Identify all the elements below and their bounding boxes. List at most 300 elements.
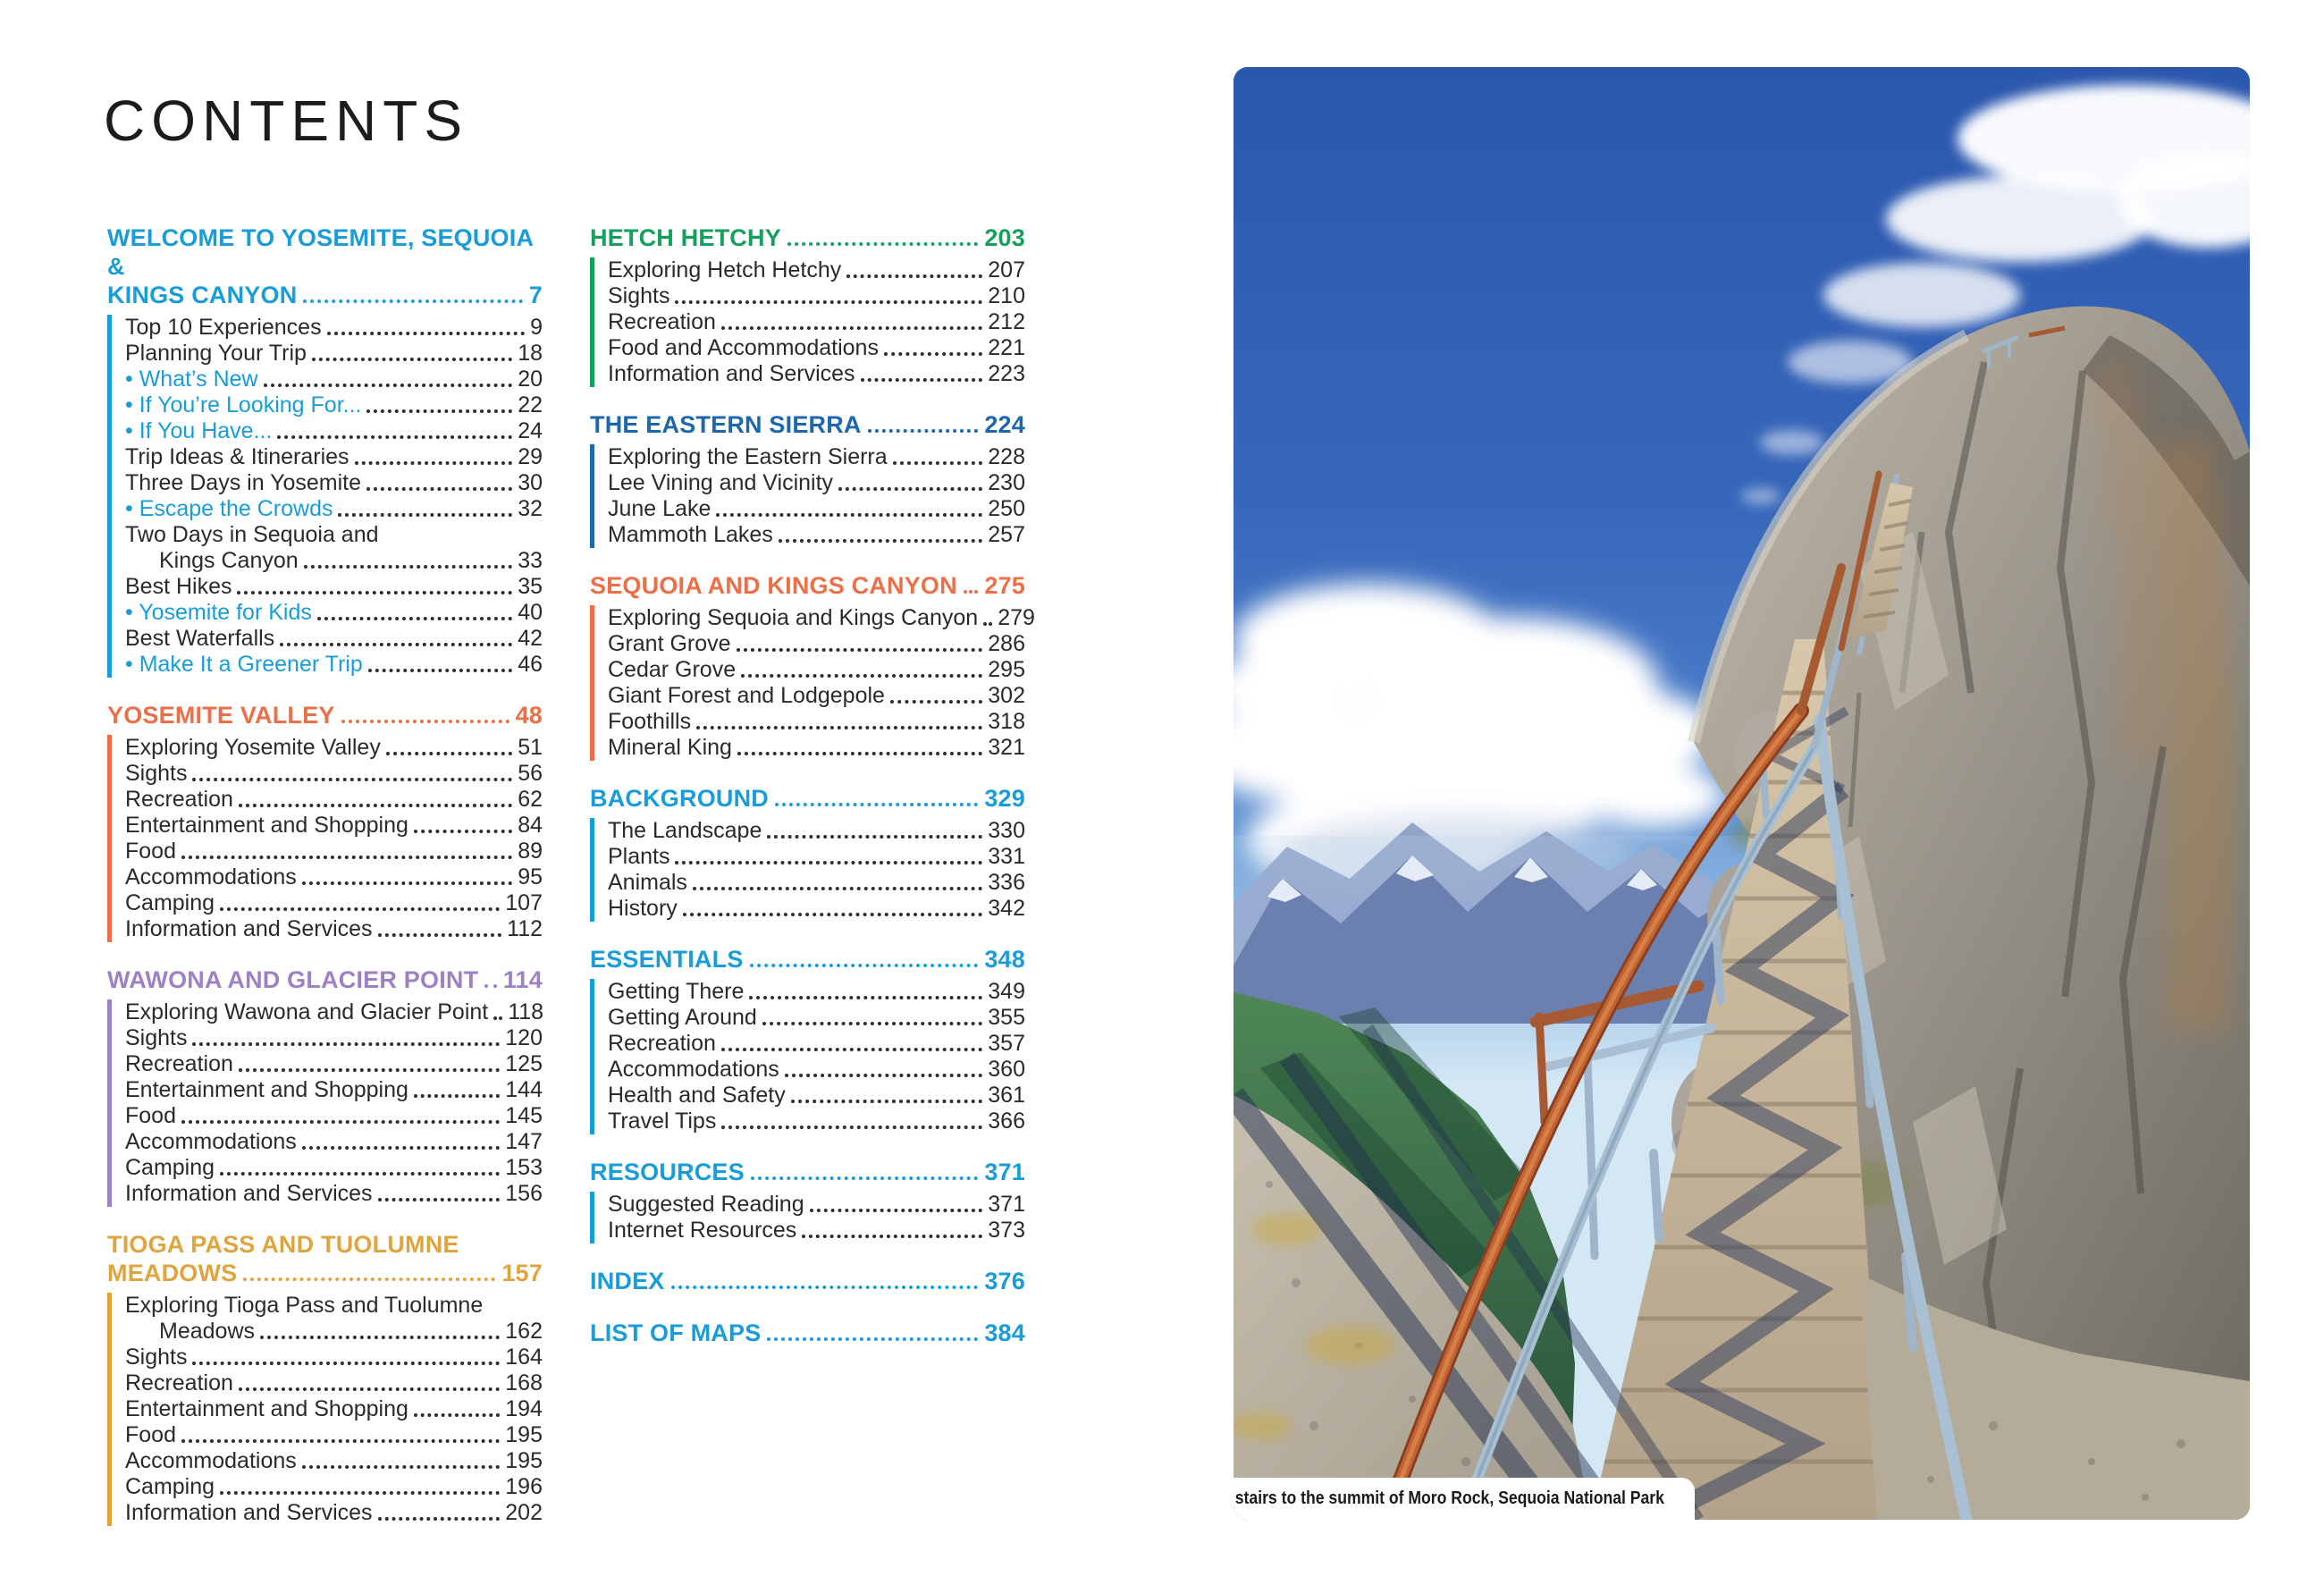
entry-label: Entertainment and Shopping [125,1077,408,1102]
entry-page-number: 164 [505,1345,543,1370]
entry-label: Planning Your Trip [125,341,307,366]
toc-entry [608,1083,1025,1109]
toc-entry [125,652,543,678]
entry-page-number: 321 [988,735,1025,760]
toc-entry [125,1051,543,1077]
entry-label: Sights [608,283,670,308]
entry-page-number: 51 [518,735,543,760]
entry-label: Accommodations [125,864,297,889]
section-heading [590,784,1025,813]
dotted-leader [716,513,982,517]
entry-page-number: 18 [518,341,543,366]
dotted-leader [317,617,512,620]
photo-caption-box [1234,1478,1695,1520]
dotted-leader [493,1016,502,1020]
entry-page-number: 195 [505,1448,543,1473]
toc-section [107,1230,543,1526]
toc-entry [608,444,1025,470]
section-title-row [590,945,1025,974]
entry-label: Plants [608,844,670,869]
entry-page-number: 331 [988,844,1025,869]
toc-entry [608,631,1025,657]
toc-entry [125,761,543,787]
entry-label: • If You Have... [125,418,273,443]
dotted-leader [192,1362,500,1365]
toc-entry [125,787,543,813]
toc-entry [125,1293,543,1319]
toc-entry [125,864,543,890]
entry-page-number: 221 [988,335,1025,360]
entry-label: Best Waterfalls [125,626,275,651]
dotted-leader [220,1491,500,1495]
dotted-leader [220,1172,500,1176]
dotted-leader [312,358,512,361]
dotted-leader [280,643,512,646]
entry-page-number: 342 [988,896,1025,921]
entry-label: Recreation [125,787,233,812]
entry-page-number: 107 [505,890,543,915]
entry-page-number: 355 [988,1005,1025,1030]
section-page-number: 48 [515,702,543,729]
section-page-number: 114 [502,966,543,993]
section-title-row [590,571,1025,600]
dotted-leader [868,429,979,433]
dotted-leader [749,996,982,999]
dotted-leader [721,1048,982,1051]
section-title-row [107,701,543,729]
entry-label: Two Days in Sequoia and [125,522,379,547]
section-title-row [590,784,1025,813]
entry-page-number: 125 [505,1051,543,1076]
entry-label: Three Days in Yosemite [125,470,362,495]
entry-label: • Escape the Crowds [125,496,333,521]
dotted-leader [741,674,982,678]
entry-label: Health and Safety [608,1083,786,1108]
toc-entry [608,1109,1025,1134]
toc-section [590,1267,1025,1295]
entry-label: • Make It a Greener Trip [125,652,363,677]
entry-page-number: 230 [988,470,1025,495]
entry-page-number: 318 [988,709,1025,734]
entry-label: Foothills [608,709,692,734]
dotted-leader [721,1126,982,1129]
toc-entry [125,1422,543,1448]
entry-page-number: 336 [988,870,1025,895]
toc-entry [125,1370,543,1396]
dotted-leader [737,752,982,755]
entry-label: Grant Grove [608,631,731,656]
toc-entry [125,735,543,761]
toc-entry [125,444,543,470]
dotted-leader [767,1337,978,1341]
entry-page-number: 228 [988,444,1025,469]
section-page-number: 376 [984,1268,1025,1294]
entry-page-number: 120 [505,1025,543,1050]
dotted-leader [750,964,979,967]
section-items [590,979,1025,1134]
entry-label: Cedar Grove [608,657,737,682]
entry-page-number: 373 [988,1218,1025,1243]
dotted-leader [779,539,982,543]
section-heading [590,223,1025,252]
entry-page-number: 156 [505,1181,543,1206]
dotted-leader [192,1042,500,1046]
entry-label: Trip Ideas & Itineraries [125,444,349,469]
entry-page-number: 56 [518,761,543,786]
entry-page-number: 250 [988,496,1025,521]
dotted-leader [890,700,982,704]
toc-entry [608,735,1025,761]
entry-label: Information and Services [125,916,373,941]
entry-page-number: 89 [518,839,543,864]
dotted-leader [237,591,512,594]
dotted-leader [302,1465,501,1469]
entry-page-number: 257 [988,522,1025,547]
entry-label: Entertainment and Shopping [125,813,408,838]
section-title-line1: TIOGA PASS AND TUOLUMNE [107,1231,459,1258]
toc-section [590,571,1035,761]
toc-entry [125,341,543,367]
section-heading [107,701,543,729]
toc-entry [608,309,1025,335]
section-title: RESOURCES [590,1159,745,1185]
entry-page-number: 118 [508,999,544,1024]
section-title-row [590,1267,1025,1295]
section-title: YOSEMITE VALLEY [107,702,335,729]
entry-label: Food [125,1422,176,1447]
dotted-leader [484,984,497,988]
section-heading [590,1267,1025,1295]
entry-page-number: 42 [518,626,543,651]
section-title: LIST OF MAPS [590,1319,762,1346]
toc-entry [608,818,1025,844]
entry-label: Camping [125,1474,215,1499]
section-page-number: 275 [984,572,1025,599]
dotted-leader [239,804,512,807]
section-title-row [590,1319,1025,1347]
entry-page-number: 357 [988,1031,1025,1056]
entry-label: Best Hikes [125,574,232,599]
entry-label: Exploring Sequoia and Kings Canyon [608,605,979,630]
toc-section [590,1158,1025,1244]
entry-page-number: 24 [518,418,543,443]
dotted-leader [675,300,982,304]
entry-label: Exploring Wawona and Glacier Point [125,999,489,1024]
entry-label: Accommodations [125,1448,297,1473]
entry-page-number: 29 [518,444,543,469]
dotted-leader [861,378,983,382]
entry-label: Food and Accommodations [608,335,879,360]
entry-page-number: 168 [505,1370,543,1395]
section-title-row [107,965,543,994]
entry-label: Kings Canyon [159,548,299,573]
toc-entry [608,361,1025,387]
entry-label: Animals [608,870,687,895]
toc-entry [608,496,1025,522]
page-title: CONTENTS [104,89,468,153]
entry-label: Exploring the Eastern Sierra [608,444,888,469]
dotted-leader [239,1387,500,1391]
entry-page-number: 153 [505,1155,543,1180]
dotted-leader [341,720,509,723]
toc-entry [608,683,1025,709]
entry-page-number: 35 [518,574,543,599]
entry-label: Exploring Hetch Hetchy [608,257,842,282]
section-title-row [107,281,543,309]
toc-entry [125,392,543,418]
photo-moro-rock [1234,67,2250,1520]
entry-page-number: 32 [518,496,543,521]
toc-section [107,701,543,942]
section-title: ESSENTIALS [590,946,744,973]
toc-entry [125,839,543,864]
toc-section [590,1319,1025,1347]
section-page-number: 371 [984,1159,1025,1185]
section-items [590,257,1025,387]
entry-label: Information and Services [125,1181,373,1206]
section-heading [107,965,543,994]
toc-entry [125,1319,543,1345]
toc-entry [608,605,1035,631]
entry-page-number: 286 [988,631,1025,656]
section-heading [590,1319,1025,1347]
toc-section [590,223,1025,387]
entry-label: Lee Vining and Vicinity [608,470,834,495]
entry-label: Information and Services [608,361,855,386]
section-title-row [590,410,1025,439]
dotted-leader [810,1209,983,1212]
dotted-leader [721,326,982,330]
entry-label: The Landscape [608,818,762,843]
entry-page-number: 145 [505,1103,543,1128]
toc-entry [608,522,1025,548]
toc-entry [125,1103,543,1129]
section-title: KINGS CANYON [107,282,298,308]
section-heading [590,1158,1025,1186]
dotted-leader [983,622,992,626]
toc-entry [608,896,1025,922]
dotted-leader [762,1022,982,1025]
toc-entry [608,1218,1025,1244]
entry-label: Food [125,1103,176,1128]
dotted-leader [775,803,978,806]
dotted-leader [260,1336,500,1339]
section-heading [107,223,543,309]
entry-page-number: 279 [998,605,1035,630]
toc-entry [125,470,543,496]
section-page-number: 7 [528,282,543,308]
section-page-number: 203 [984,224,1025,251]
dotted-leader [355,461,513,465]
entry-label: Mammoth Lakes [608,522,773,547]
entry-label: Accommodations [608,1057,779,1082]
entry-page-number: 366 [988,1109,1025,1134]
section-title: BACKGROUND [590,785,769,812]
dotted-leader [378,1198,501,1201]
entry-label: Suggested Reading [608,1192,804,1217]
dotted-leader [302,1146,501,1150]
entry-page-number: 147 [505,1129,543,1154]
toc-section [107,223,543,678]
toc-section [590,410,1025,548]
entry-page-number: 202 [505,1500,543,1525]
entry-label: June Lake [608,496,712,521]
dotted-leader [838,487,982,491]
toc-entry [125,1155,543,1181]
entry-label: Accommodations [125,1129,297,1154]
toc-column-1 [107,223,543,1549]
dotted-leader [368,669,512,672]
toc-section [590,784,1025,922]
entry-label: Sights [125,761,188,786]
toc-entry [125,367,543,392]
dotted-leader [327,332,526,335]
toc-entry [608,283,1025,309]
toc-column-2 [590,223,1035,1370]
section-title: THE EASTERN SIERRA [590,411,862,438]
photo-illustration [1234,67,2250,1520]
toc-entry [125,813,543,839]
entry-label: Information and Services [125,1500,373,1525]
dotted-leader [366,409,512,413]
section-title: HETCH HETCHY [590,224,781,251]
entry-label: Internet Resources [608,1218,797,1243]
entry-label: Travel Tips [608,1109,717,1134]
dotted-leader [378,1517,501,1521]
dotted-leader [220,907,500,911]
section-items [590,605,1035,761]
dotted-leader [693,887,982,890]
entry-label: Camping [125,890,215,915]
toc-entry [125,496,543,522]
toc-entry [608,709,1025,735]
section-items [590,444,1025,548]
section-title-row [590,223,1025,252]
entry-label: Meadows [159,1319,255,1344]
dotted-leader [192,778,512,781]
dotted-leader [675,861,982,864]
entry-page-number: 212 [988,309,1025,334]
entry-label: Recreation [608,1031,716,1056]
dotted-leader [787,242,978,246]
section-items [107,999,543,1207]
toc-entry [608,1031,1025,1057]
toc-entry [125,626,543,652]
entry-label: Exploring Yosemite Valley [125,735,381,760]
dotted-leader [671,1286,979,1289]
toc-entry [608,470,1025,496]
toc-entry [125,548,543,574]
dotted-leader [378,933,502,937]
entry-label: Recreation [125,1370,233,1395]
toc-entry [608,335,1025,361]
dotted-leader [893,461,983,465]
entry-page-number: 360 [988,1057,1025,1082]
dotted-leader [181,1120,500,1124]
dotted-leader [386,752,512,755]
dotted-leader [303,299,522,303]
entry-page-number: 371 [988,1192,1025,1217]
entry-page-number: 295 [988,657,1025,682]
dotted-leader [737,648,983,652]
entry-page-number: 30 [518,470,543,495]
dotted-leader [414,1413,500,1417]
section-title-line1: WELCOME TO YOSEMITE, SEQUOIA & [107,224,534,280]
entry-page-number: 210 [988,283,1025,308]
entry-page-number: 194 [505,1396,543,1421]
toc-entry [608,1057,1025,1083]
toc-entry [608,257,1025,283]
dotted-leader [239,1068,500,1072]
section-items [107,315,543,678]
entry-page-number: 361 [988,1083,1025,1108]
toc-entry [125,574,543,600]
dotted-leader [264,384,513,387]
entry-label: Sights [125,1025,188,1050]
entry-page-number: 112 [507,916,543,941]
toc-entry [608,1192,1025,1218]
dotted-leader [846,274,982,278]
entry-page-number: 84 [518,813,543,838]
toc-section [107,965,543,1207]
toc-entry [608,657,1025,683]
toc-entry [608,1005,1025,1031]
section-page-number: 329 [984,785,1025,812]
section-title: SEQUOIA AND KINGS CANYON [590,572,957,599]
dotted-leader [767,835,982,839]
photo-caption: stairs to the summit of Moro Rock, Sequoia National Park [1234,1488,1664,1508]
entry-label: Sights [125,1345,188,1370]
entry-page-number: 144 [505,1077,543,1102]
entry-page-number: 162 [505,1319,543,1344]
section-items [107,735,543,942]
entry-label: Recreation [608,309,716,334]
entry-label: Camping [125,1155,215,1180]
entry-label: Getting Around [608,1005,757,1030]
section-page-number: 157 [501,1260,543,1286]
section-page-number: 348 [984,946,1025,973]
toc-entry [125,1129,543,1155]
dotted-leader [304,565,513,569]
section-heading [590,945,1025,974]
section-heading [590,410,1025,439]
toc-entry [608,870,1025,896]
section-items [590,818,1025,922]
entry-page-number: 33 [518,548,543,573]
dotted-leader [414,830,512,833]
toc-entry [125,1025,543,1051]
toc-entry [608,844,1025,870]
toc-entry [125,315,543,341]
dotted-leader [277,435,512,439]
dotted-leader [884,352,982,356]
entry-page-number: 40 [518,600,543,625]
entry-label: Giant Forest and Lodgepole [608,683,885,708]
toc-section [590,945,1025,1134]
toc-entry [125,1181,543,1207]
section-page-number: 224 [984,411,1025,438]
entry-label: Food [125,839,176,864]
toc-entry [125,418,543,444]
toc-entry [125,1345,543,1370]
entry-page-number: 330 [988,818,1025,843]
dotted-leader [751,1176,979,1180]
entry-label: • Yosemite for Kids [125,600,312,625]
dotted-leader [785,1074,983,1077]
dotted-leader [414,1094,500,1098]
entry-page-number: 207 [988,257,1025,282]
section-heading [107,1230,543,1287]
